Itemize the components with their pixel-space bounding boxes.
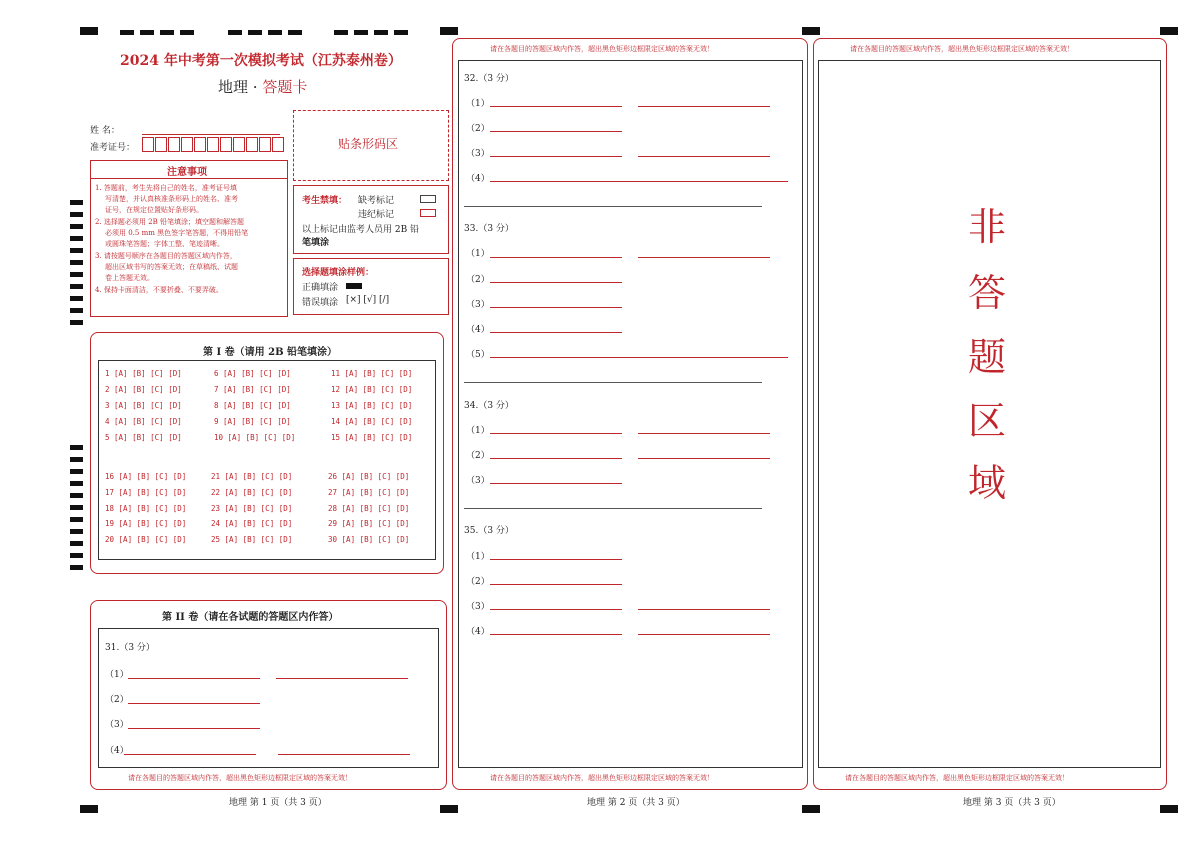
mc-row[interactable]: 1 [A] [B] [C] [D] xyxy=(105,369,182,378)
q35-sub2: （2） xyxy=(466,577,490,587)
violation-checkbox[interactable] xyxy=(420,209,436,217)
answer-line[interactable] xyxy=(278,754,410,755)
subject-title xyxy=(218,76,307,97)
mc-row[interactable]: 17 [A] [B] [C] [D] xyxy=(105,488,187,497)
answer-line[interactable] xyxy=(638,106,770,107)
answer-line[interactable] xyxy=(124,754,256,755)
answer-line[interactable] xyxy=(276,678,408,679)
wrong-fill-marks: [×] [√] [/] xyxy=(346,295,390,305)
page2-footer: 地理 第 2 页（共 3 页） xyxy=(587,798,685,808)
answer-line[interactable] xyxy=(490,106,622,107)
prohibited-note: 以上标记由监考人员用 2B 铅 xyxy=(302,225,420,235)
page3-footer: 地理 第 3 页（共 3 页） xyxy=(963,798,1061,808)
page2-warning-top: 请在各题目的答题区域内作答，超出黑色矩形边框限定区域的答案无效！ xyxy=(490,45,714,53)
answer-line[interactable] xyxy=(638,609,770,610)
answer-line[interactable] xyxy=(490,433,622,434)
notice-title: 注意事项 xyxy=(167,167,207,178)
answer-line[interactable] xyxy=(638,433,770,434)
mc-row[interactable]: 8 [A] [B] [C] [D] xyxy=(214,401,291,410)
barcode-label: 贴条形码区 xyxy=(338,137,399,151)
mc-row[interactable]: 22 [A] [B] [C] [D] xyxy=(211,488,293,497)
notice-line: 写清楚，并认真核准条形码上的姓名、准考 xyxy=(105,195,238,203)
non-answer-char: 题 xyxy=(968,335,1007,379)
mc-row[interactable]: 10 [A] [B] [C] [D] xyxy=(214,433,296,442)
notice-line: 3. 请按题号顺序在各题目的答题区域内作答， xyxy=(95,252,237,260)
page1-warning: 请在各题目的答题区域内作答，超出黑色矩形边框限定区域的答案无效！ xyxy=(128,774,352,782)
q32-sub1: （1） xyxy=(466,99,490,109)
notice-line: 1. 答题前，考生先将自己的姓名，准考证号填 xyxy=(95,184,237,192)
mc-row[interactable]: 2 [A] [B] [C] [D] xyxy=(105,385,182,394)
answer-line[interactable] xyxy=(490,634,622,635)
non-answer-char: 域 xyxy=(968,461,1007,505)
q35-sub4: （4） xyxy=(466,627,490,637)
q35-sub1: （1） xyxy=(466,552,490,562)
answer-line[interactable] xyxy=(490,332,622,333)
barcode-area xyxy=(293,110,449,181)
q32-sub3: （3） xyxy=(466,149,490,159)
prohibited-label: 考生禁填： xyxy=(302,196,348,206)
mc-row[interactable]: 9 [A] [B] [C] [D] xyxy=(214,417,291,426)
mc-row[interactable]: 24 [A] [B] [C] [D] xyxy=(211,519,293,528)
notice-line: 4. 保持卡面清洁，不要折叠、不要弄破。 xyxy=(95,286,223,294)
mc-row[interactable]: 11 [A] [B] [C] [D] xyxy=(331,369,413,378)
notice-line: 2. 选择题必须用 2B 铅笔填涂；填空题和解答题 xyxy=(95,218,244,226)
q31-sub2: （2） xyxy=(105,695,129,705)
notice-line: 卷上答题无效。 xyxy=(105,274,154,282)
q34-sub2: （2） xyxy=(466,451,490,461)
notice-line: 必须用 0.5 mm 黑色签字笔答题，不得用铅笔 xyxy=(105,229,249,237)
id-label: 准考证号： xyxy=(90,143,136,153)
mc-row[interactable]: 4 [A] [B] [C] [D] xyxy=(105,417,182,426)
mc-row[interactable]: 21 [A] [B] [C] [D] xyxy=(211,472,293,481)
notice-line: 或圆珠笔答题；字体工整、笔迹清晰。 xyxy=(105,240,224,248)
mc-row[interactable]: 25 [A] [B] [C] [D] xyxy=(211,535,293,544)
answer-line[interactable] xyxy=(128,703,260,704)
fill-sample-box xyxy=(293,258,449,315)
answer-line[interactable] xyxy=(490,131,622,132)
mc-row[interactable]: 26 [A] [B] [C] [D] xyxy=(328,472,410,481)
subject-prefix: 地理 · xyxy=(218,78,263,96)
correct-fill-mark xyxy=(346,283,362,289)
answer-line[interactable] xyxy=(490,584,622,585)
answer-line[interactable] xyxy=(490,156,622,157)
non-answer-char: 区 xyxy=(968,399,1007,443)
mc-row[interactable]: 14 [A] [B] [C] [D] xyxy=(331,417,413,426)
answer-line[interactable] xyxy=(128,678,260,679)
q34-sub1: （1） xyxy=(466,426,490,436)
mc-row[interactable]: 3 [A] [B] [C] [D] xyxy=(105,401,182,410)
absent-checkbox[interactable] xyxy=(420,195,436,203)
mc-row[interactable]: 23 [A] [B] [C] [D] xyxy=(211,504,293,513)
notice-line: 超出区域书写的答案无效；在草稿纸、试题 xyxy=(105,263,238,271)
answer-line[interactable] xyxy=(490,458,622,459)
section1-title: 第 I 卷（请用 2B 铅笔填涂） xyxy=(203,347,338,358)
section2-title: 第 II 卷（请在各试题的答题区内作答） xyxy=(162,612,339,623)
mc-row[interactable]: 13 [A] [B] [C] [D] xyxy=(331,401,413,410)
answer-line[interactable] xyxy=(490,609,622,610)
notice-line: 证号，在规定位置贴好条形码。 xyxy=(105,206,203,214)
absent-label: 缺考标记 xyxy=(358,196,395,206)
answer-line[interactable] xyxy=(464,206,762,207)
answer-line[interactable] xyxy=(490,181,788,182)
violation-label: 违纪标记 xyxy=(358,210,395,220)
mc-row[interactable]: 19 [A] [B] [C] [D] xyxy=(105,519,187,528)
page1-footer: 地理 第 1 页（共 3 页） xyxy=(229,798,327,808)
q31-label: 31.（3 分） xyxy=(105,643,155,653)
q33-sub3: （3） xyxy=(466,300,490,310)
mc-row[interactable]: 6 [A] [B] [C] [D] xyxy=(214,369,291,378)
answer-line[interactable] xyxy=(490,282,622,283)
q33-sub4: （4） xyxy=(466,325,490,335)
answer-line[interactable] xyxy=(128,728,260,729)
exam-title: 2024 年中考第一次模拟考试（江苏泰州卷） xyxy=(120,53,402,69)
answer-line[interactable] xyxy=(638,257,770,258)
fill-sample-title: 选择题填涂样例： xyxy=(302,268,375,278)
q31-sub1: （1） xyxy=(105,670,129,680)
q32-sub2: （2） xyxy=(466,124,490,134)
page2-answer-box xyxy=(458,60,803,768)
answer-line[interactable] xyxy=(638,458,770,459)
mc-row[interactable]: 18 [A] [B] [C] [D] xyxy=(105,504,187,513)
q32-label: 32.（3 分） xyxy=(464,74,514,84)
correct-fill-label: 正确填涂 xyxy=(302,283,339,293)
page3-warning-bottom: 请在各题目的答题区域内作答，超出黑色矩形边框限定区域的答案无效！ xyxy=(845,774,1069,782)
mc-row[interactable]: 28 [A] [B] [C] [D] xyxy=(328,504,410,513)
q31-sub3: （3） xyxy=(105,720,129,730)
q34-label: 34.（3 分） xyxy=(464,401,514,411)
prohibited-box xyxy=(293,185,449,254)
answer-line[interactable] xyxy=(638,634,770,635)
mc-row[interactable]: 15 [A] [B] [C] [D] xyxy=(331,433,413,442)
mc-row[interactable]: 7 [A] [B] [C] [D] xyxy=(214,385,291,394)
q33-sub1: （1） xyxy=(466,249,490,259)
name-label: 姓 名： xyxy=(90,126,120,136)
page2-warning-bottom: 请在各题目的答题区域内作答，超出黑色矩形边框限定区域的答案无效！ xyxy=(490,774,714,782)
answer-line[interactable] xyxy=(638,156,770,157)
non-answer-char: 答 xyxy=(968,271,1007,315)
notice-box xyxy=(90,160,288,317)
subject-suffix: 答题卡 xyxy=(262,78,308,96)
mc-row[interactable]: 16 [A] [B] [C] [D] xyxy=(105,472,187,481)
q31-sub4: （4） xyxy=(105,746,129,756)
answer-line[interactable] xyxy=(464,508,762,509)
mc-row[interactable]: 12 [A] [B] [C] [D] xyxy=(331,385,413,394)
answer-line[interactable] xyxy=(490,307,622,308)
q35-label: 35.（3 分） xyxy=(464,526,514,536)
wrong-fill-label: 错误填涂 xyxy=(302,298,339,308)
q35-sub3: （3） xyxy=(466,602,490,612)
answer-line[interactable] xyxy=(490,559,622,560)
name-line xyxy=(142,134,280,135)
q33-label: 33.（3 分） xyxy=(464,224,514,234)
non-answer-char: 非 xyxy=(968,205,1007,249)
mc-row[interactable]: 27 [A] [B] [C] [D] xyxy=(328,488,410,497)
id-cells[interactable] xyxy=(142,137,285,156)
mc-row[interactable]: 29 [A] [B] [C] [D] xyxy=(328,519,410,528)
mc-row[interactable]: 30 [A] [B] [C] [D] xyxy=(328,535,410,544)
answer-line[interactable] xyxy=(490,357,788,358)
page3-warning-top: 请在各题目的答题区域内作答，超出黑色矩形边框限定区域的答案无效！ xyxy=(850,45,1074,53)
q33-sub5: （5） xyxy=(466,350,490,360)
mc-row[interactable]: 5 [A] [B] [C] [D] xyxy=(105,433,182,442)
answer-line[interactable] xyxy=(490,483,622,484)
prohibited-note: 笔填涂 xyxy=(302,238,330,248)
answer-line[interactable] xyxy=(490,257,622,258)
q32-sub4: （4） xyxy=(466,174,490,184)
answer-line[interactable] xyxy=(464,382,762,383)
q33-sub2: （2） xyxy=(466,275,490,285)
q34-sub3: （3） xyxy=(466,476,490,486)
mc-row[interactable]: 20 [A] [B] [C] [D] xyxy=(105,535,187,544)
